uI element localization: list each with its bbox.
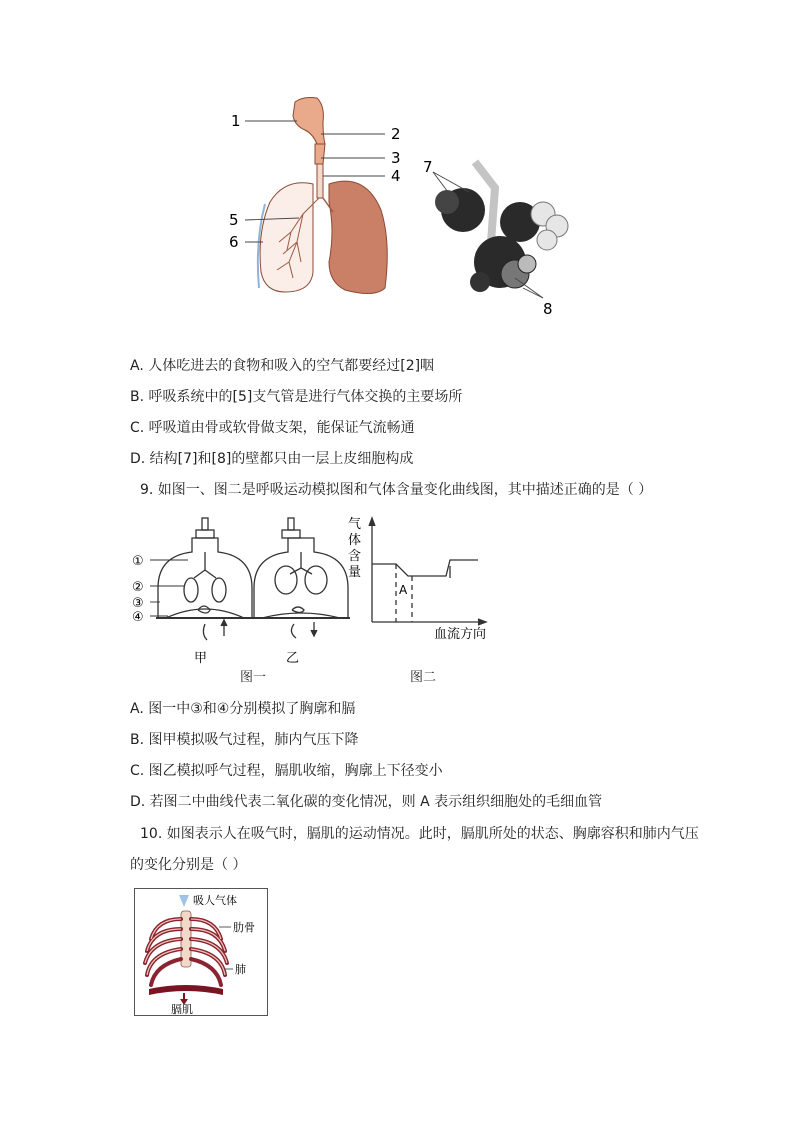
chart-ylabel-4: 量 [348,565,362,580]
nasal-cavity [293,98,325,145]
thorax-figure [134,888,268,1016]
q8-option-c[interactable]: C. 呼吸道由骨或软骨做支架，能保证气流畅通 [130,420,415,436]
label-2: 2 [391,125,401,143]
marker-4: ④ [132,610,144,625]
chart-ylabel-2: 体 [348,533,362,548]
caption-fig2: 图二 [410,670,437,685]
inhale-arrow [179,895,189,907]
q10-stem-line2: 的变化分别是（ ） [130,857,247,873]
marker-2: ② [132,580,144,595]
q10-stem-line1: 10. 如图表示人在吸气时，膈肌的运动情况。此时，膈肌所处的状态、胸廓容积和肺内气压 [140,826,699,842]
label-lung: 肺 [235,963,246,976]
q9-option-d[interactable]: D. 若图二中曲线代表二氧化碳的变化情况，则 A 表示组织细胞处的毛细血管 [130,794,603,810]
left-lung [260,183,313,292]
larynx [315,144,325,164]
label-5: 5 [229,211,239,229]
caption-fig1: 图一 [240,670,267,685]
q9-figures-svg [128,512,508,692]
bell-jar-yi [252,518,350,638]
label-6: 6 [229,233,239,251]
label-rib: 肋骨 [233,921,255,934]
chart-ylabel-3: 含 [348,549,362,564]
label-4: 4 [391,167,401,185]
chart-xlabel: 血流方向 [434,627,487,642]
marker-3: ③ [132,596,144,611]
q8-option-a[interactable]: A. 人体吃进去的食物和吸入的空气都要经过[2]咽 [130,358,435,374]
q9-option-b[interactable]: B. 图甲模拟吸气过程，肺内气压下降 [130,732,359,748]
label-yi: 乙 [286,651,300,666]
q9-option-c[interactable]: C. 图乙模拟呼气过程，膈肌收缩，胸廓上下径变小 [130,763,443,779]
q8-option-b[interactable]: B. 呼吸系统中的[5]支气管是进行气体交换的主要场所 [130,389,463,405]
label-diaphragm: 膈肌 [171,1003,193,1015]
label-8: 8 [543,300,553,318]
trachea [317,164,323,198]
respiratory-system-svg [225,92,575,322]
right-lung [329,181,387,293]
q9-stem: 9. 如图一、图二是呼吸运动模拟图和气体含量变化曲线图，其中描述正确的是（ ） [140,482,653,498]
respiratory-system-figure [225,92,575,322]
chart-ylabel-1: 气 [348,517,362,532]
label-7: 7 [423,158,433,176]
gas-content-curve [369,518,486,625]
label-inhale: 吸人气体 [193,894,237,907]
thorax-svg [135,889,267,1015]
marker-1: ① [132,554,144,569]
label-3: 3 [391,149,401,167]
alveoli-cluster [435,162,568,292]
label-jia: 甲 [194,651,208,666]
label-1: 1 [231,112,241,130]
chart-point-a: A [399,583,408,597]
bell-jar-jia [156,518,254,640]
q8-option-d[interactable]: D. 结构[7]和[8]的壁都只由一层上皮细胞构成 [130,451,414,467]
q9-figures [128,512,508,692]
q9-option-a[interactable]: A. 图一中③和④分别模拟了胸廓和膈 [130,701,356,717]
diaphragm [149,985,223,995]
